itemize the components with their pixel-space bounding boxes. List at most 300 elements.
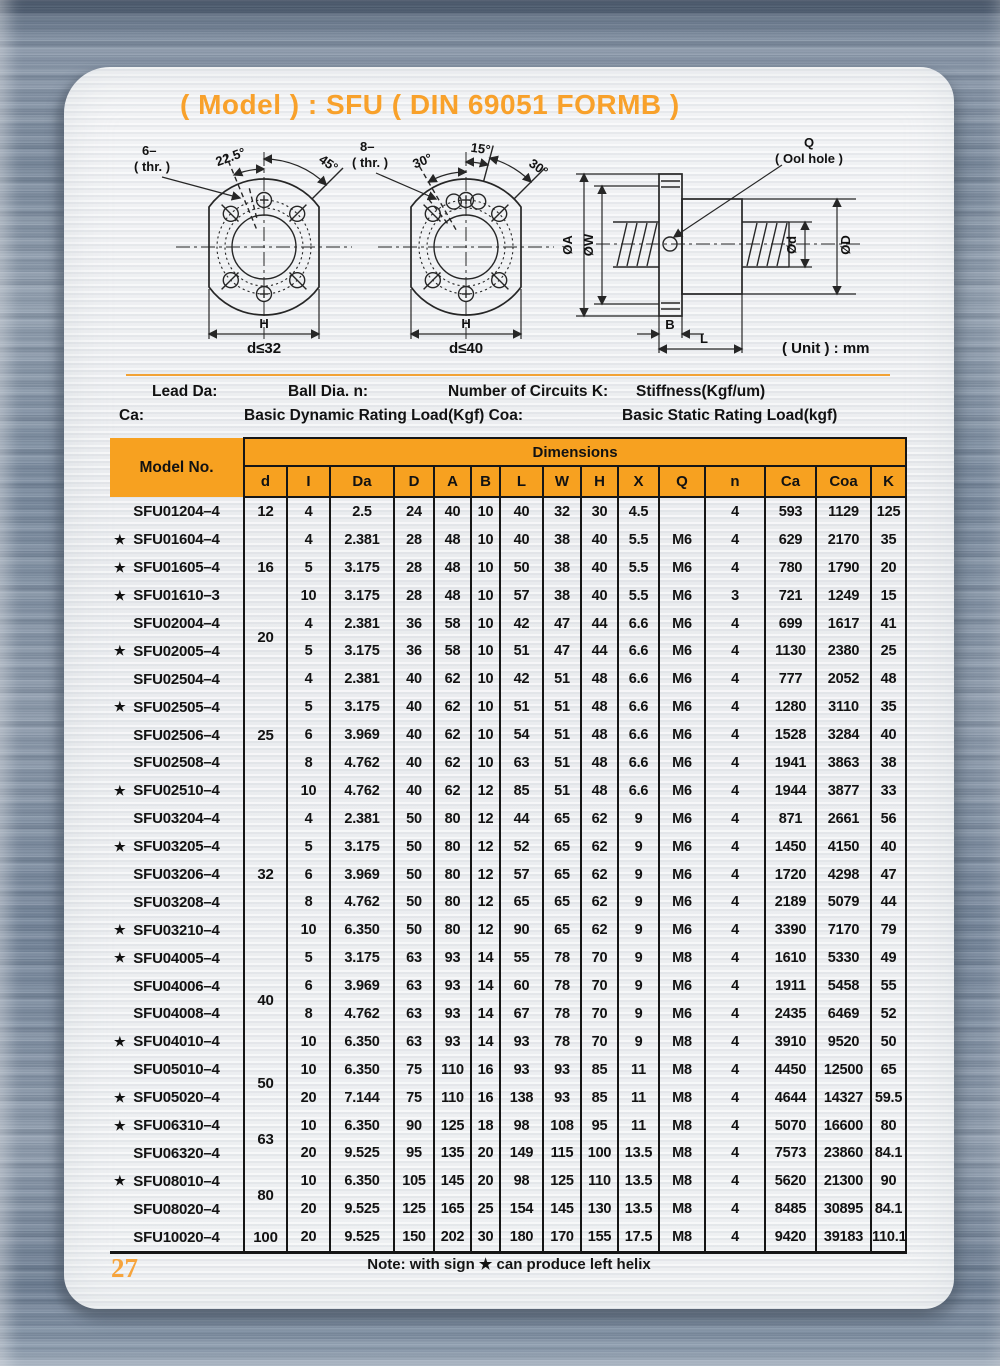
table-cell: 9: [618, 805, 659, 833]
table-row: [110, 693, 906, 721]
table-cell: M6: [659, 610, 705, 638]
table-cell: 11: [618, 1084, 659, 1112]
model-number: SFU08020–4: [133, 1200, 220, 1218]
col-header-D: D: [394, 466, 434, 497]
left-helix-star-icon: ★: [114, 782, 126, 798]
table-row: [110, 526, 906, 554]
table-cell: 7.144: [330, 1084, 394, 1112]
table-cell: 10: [471, 665, 500, 693]
table-cell: 93: [434, 1000, 471, 1028]
table-cell: 154: [500, 1195, 543, 1223]
legend-static-load: Basic Static Rating Load(kgf): [622, 407, 838, 424]
model-number: SFU03206–4: [133, 866, 220, 884]
d-cell: 50: [244, 1056, 287, 1112]
col-header-Da: Da: [330, 466, 394, 497]
table-cell: 8: [287, 888, 330, 916]
table-cell: 110: [581, 1167, 618, 1195]
table-cell: 78: [543, 1000, 581, 1028]
flange-caption: d≤40: [448, 340, 484, 357]
table-cell: 6.6: [618, 749, 659, 777]
model-number: SFU01604–4: [133, 531, 220, 549]
table-cell: 78: [543, 944, 581, 972]
left-helix-star-icon: ★: [114, 559, 126, 575]
table-cell: 62: [434, 665, 471, 693]
model-cell: [110, 1195, 244, 1223]
table-cell: 80: [434, 861, 471, 889]
col-header-X: X: [618, 466, 659, 497]
legend-dynamic-load: Basic Dynamic Rating Load(Kgf) Coa:: [244, 407, 524, 424]
table-row: [110, 1056, 906, 1084]
table-cell: 3.175: [330, 637, 394, 665]
table-cell: M8: [659, 1195, 705, 1223]
table-cell: 62: [581, 833, 618, 861]
table-cell: 130: [581, 1195, 618, 1223]
table-cell: 47: [871, 861, 906, 889]
table-cell: 20: [287, 1195, 330, 1223]
table-cell: 3.969: [330, 721, 394, 749]
table-cell: 4: [287, 526, 330, 554]
table-row: [110, 665, 906, 693]
table-cell: 63: [394, 1000, 434, 1028]
table-cell: 11: [618, 1112, 659, 1140]
table-cell: 30: [471, 1223, 500, 1252]
table-cell: 50: [500, 554, 543, 582]
table-cell: 12: [471, 888, 500, 916]
table-cell: M6: [659, 1000, 705, 1028]
table-cell: 58: [434, 610, 471, 638]
angle-label: 30°: [526, 155, 551, 180]
table-cell: 90: [871, 1167, 906, 1195]
table-cell: 5.5: [618, 554, 659, 582]
table-cell: 4.762: [330, 777, 394, 805]
table-cell: 9: [618, 888, 659, 916]
table-cell: 12: [471, 805, 500, 833]
table-row: [110, 610, 906, 638]
table-cell: 50: [394, 888, 434, 916]
legend-ball-dia: Ball Dia. n:: [288, 383, 369, 400]
thread-callout: 6–: [142, 143, 157, 158]
table-cell: 51: [543, 749, 581, 777]
table-cell: 6.350: [330, 1167, 394, 1195]
table-cell: 38: [543, 554, 581, 582]
table-cell: M8: [659, 1028, 705, 1056]
table-cell: M6: [659, 861, 705, 889]
table-cell: 20: [287, 1139, 330, 1167]
table-cell: 5079: [816, 888, 871, 916]
table-cell: 13.5: [618, 1167, 659, 1195]
table-cell: 145: [543, 1195, 581, 1223]
model-cell: [110, 1028, 244, 1056]
table-row: [110, 1139, 906, 1167]
model-cell: [110, 1000, 244, 1028]
model-number: SFU03208–4: [133, 893, 220, 911]
table-row: [110, 1000, 906, 1028]
table-cell: 9420: [765, 1223, 816, 1252]
table-cell: 8: [287, 749, 330, 777]
table-cell: 40: [500, 497, 543, 526]
model-cell: [110, 833, 244, 861]
table-cell: 62: [581, 805, 618, 833]
table-cell: 42: [500, 665, 543, 693]
table-row: [110, 1028, 906, 1056]
table-cell: 16600: [816, 1112, 871, 1140]
table-row: [110, 749, 906, 777]
table-cell: 16: [471, 1084, 500, 1112]
table-cell: 10: [471, 497, 500, 526]
table-cell: 6.6: [618, 721, 659, 749]
table-cell: 23860: [816, 1139, 871, 1167]
table-cell: 62: [581, 916, 618, 944]
table-cell: 48: [434, 526, 471, 554]
table-cell: 55: [500, 944, 543, 972]
col-header-B: B: [471, 466, 500, 497]
table-row: [110, 554, 906, 582]
model-cell: [110, 582, 244, 610]
model-cell: [110, 665, 244, 693]
table-cell: 48: [581, 693, 618, 721]
flange-front-view-8hole: [378, 140, 554, 357]
table-cell: 10: [287, 582, 330, 610]
angle-label: 45°: [316, 151, 341, 176]
table-cell: 4: [705, 721, 765, 749]
model-number: SFU02506–4: [133, 726, 220, 744]
table-cell: 4: [705, 1139, 765, 1167]
table-cell: 50: [394, 833, 434, 861]
left-helix-star-icon: ★: [114, 1089, 126, 1105]
unit-label: ( Unit ) : mm: [782, 340, 870, 357]
table-cell: 1944: [765, 777, 816, 805]
table-cell: 777: [765, 665, 816, 693]
table-cell: 4.762: [330, 1000, 394, 1028]
table-cell: 93: [543, 1056, 581, 1084]
table-cell: 12: [471, 916, 500, 944]
table-cell: 629: [765, 526, 816, 554]
table-cell: 4: [705, 833, 765, 861]
table-cell: 93: [500, 1028, 543, 1056]
table-cell: 10: [471, 721, 500, 749]
dimensions-header: Dimensions: [244, 438, 906, 466]
table-cell: 6.6: [618, 610, 659, 638]
table-cell: 10: [471, 582, 500, 610]
table-cell: 48: [871, 665, 906, 693]
table-cell: 1911: [765, 972, 816, 1000]
table-cell: 593: [765, 497, 816, 526]
table-cell: 9.525: [330, 1139, 394, 1167]
table-cell: 100: [581, 1139, 618, 1167]
table-cell: 4: [705, 1223, 765, 1252]
table-cell: 780: [765, 554, 816, 582]
table-cell: 4: [287, 805, 330, 833]
model-cell: [110, 610, 244, 638]
table-cell: 40: [500, 526, 543, 554]
model-number: SFU03210–4: [133, 921, 220, 939]
table-cell: 9: [618, 833, 659, 861]
table-cell: 149: [500, 1139, 543, 1167]
table-cell: 51: [500, 637, 543, 665]
col-header-Ca: Ca: [765, 466, 816, 497]
table-cell: 84.1: [871, 1139, 906, 1167]
oil-hole-sublabel: ( Ool hole ): [775, 151, 843, 166]
table-cell: 4: [705, 916, 765, 944]
table-cell: 4: [287, 497, 330, 526]
table-cell: 48: [581, 721, 618, 749]
table-cell: 8: [287, 1000, 330, 1028]
table-cell: 67: [500, 1000, 543, 1028]
table-row: [110, 582, 906, 610]
table-cell: 20: [471, 1167, 500, 1195]
table-cell: 93: [434, 944, 471, 972]
table-cell: M8: [659, 1139, 705, 1167]
table-cell: M6: [659, 582, 705, 610]
table-cell: 62: [434, 777, 471, 805]
table-row: [110, 805, 906, 833]
model-cell: [110, 1167, 244, 1195]
table-cell: 65: [543, 833, 581, 861]
table-cell: 1129: [816, 497, 871, 526]
table-cell: 40: [394, 693, 434, 721]
table-cell: 6: [287, 972, 330, 1000]
table-cell: 60: [500, 972, 543, 1000]
table-cell: 4644: [765, 1084, 816, 1112]
table-cell: 4: [705, 610, 765, 638]
table-cell: 2170: [816, 526, 871, 554]
table-cell: 1528: [765, 721, 816, 749]
table-cell: 3284: [816, 721, 871, 749]
col-header-L: L: [500, 466, 543, 497]
table-cell: 1790: [816, 554, 871, 582]
col-header-I: I: [287, 466, 330, 497]
table-cell: 9: [618, 1028, 659, 1056]
table-cell: 10: [287, 916, 330, 944]
table-cell: 63: [394, 1028, 434, 1056]
table-cell: 2435: [765, 1000, 816, 1028]
table-cell: 65: [543, 888, 581, 916]
table-cell: M6: [659, 637, 705, 665]
model-number: SFU08010–4: [133, 1172, 220, 1190]
table-cell: 62: [434, 693, 471, 721]
model-cell: [110, 721, 244, 749]
table-cell: 9520: [816, 1028, 871, 1056]
table-cell: 50: [394, 805, 434, 833]
table-cell: 5330: [816, 944, 871, 972]
table-cell: 20: [471, 1139, 500, 1167]
table-cell: 65: [543, 861, 581, 889]
model-number: SFU02005–4: [133, 642, 220, 660]
table-cell: 84.1: [871, 1195, 906, 1223]
table-cell: 80: [434, 833, 471, 861]
table-cell: 4: [705, 972, 765, 1000]
table-cell: 4: [705, 749, 765, 777]
table-cell: 33: [871, 777, 906, 805]
table-cell: 48: [581, 665, 618, 693]
table-cell: 70: [581, 944, 618, 972]
table-cell: 52: [871, 1000, 906, 1028]
table-cell: 3.175: [330, 582, 394, 610]
table-cell: 3390: [765, 916, 816, 944]
table-row: [110, 1112, 906, 1140]
model-number: SFU04010–4: [133, 1033, 220, 1051]
model-number: SFU04008–4: [133, 1005, 220, 1023]
table-cell: 10: [471, 749, 500, 777]
table-cell: 75: [394, 1084, 434, 1112]
left-helix-star-icon: ★: [114, 1173, 126, 1189]
table-cell: 48: [581, 777, 618, 805]
table-cell: 138: [500, 1084, 543, 1112]
left-helix-star-icon: ★: [114, 531, 126, 547]
table-cell: 25: [471, 1195, 500, 1223]
table-cell: 125: [394, 1195, 434, 1223]
table-cell: 48: [581, 749, 618, 777]
table-cell: 115: [543, 1139, 581, 1167]
model-cell: [110, 749, 244, 777]
table-cell: 135: [434, 1139, 471, 1167]
table-cell: 4: [705, 526, 765, 554]
table-cell: 59.5: [871, 1084, 906, 1112]
model-number: SFU02505–4: [133, 698, 220, 716]
table-cell: 2.381: [330, 526, 394, 554]
table-body: [110, 497, 906, 1253]
d-cell: 63: [244, 1112, 287, 1168]
table-cell: 41: [871, 610, 906, 638]
model-number: SFU02504–4: [133, 670, 220, 688]
table-cell: 70: [581, 972, 618, 1000]
table-cell: 51: [543, 777, 581, 805]
table-cell: 1610: [765, 944, 816, 972]
table-cell: 28: [394, 582, 434, 610]
table-cell: 9: [618, 944, 659, 972]
legend-stiffness: Stiffness(Kgf/um): [636, 383, 766, 400]
table-cell: 5: [287, 833, 330, 861]
table-cell: 93: [500, 1056, 543, 1084]
model-cell: [110, 972, 244, 1000]
model-cell: [110, 554, 244, 582]
table-cell: 6.6: [618, 637, 659, 665]
table-cell: 17.5: [618, 1223, 659, 1252]
table-cell: 4.5: [618, 497, 659, 526]
table-cell: 47: [543, 637, 581, 665]
table-cell: 95: [394, 1139, 434, 1167]
table-cell: M6: [659, 805, 705, 833]
table-row: [110, 1167, 906, 1195]
model-number: SFU10020–4: [133, 1228, 220, 1246]
table-cell: 12: [471, 833, 500, 861]
table-cell: 9.525: [330, 1195, 394, 1223]
table-cell: 28: [394, 554, 434, 582]
col-header-Coa: Coa: [816, 466, 871, 497]
table-cell: 5.5: [618, 526, 659, 554]
table-cell: 54: [500, 721, 543, 749]
table-header: [110, 438, 906, 497]
d-cell: 16: [244, 526, 287, 610]
table-cell: 6: [287, 721, 330, 749]
table-cell: M8: [659, 1056, 705, 1084]
table-cell: 52: [500, 833, 543, 861]
table-cell: 39183: [816, 1223, 871, 1252]
table-cell: 4: [705, 861, 765, 889]
table-cell: 145: [434, 1167, 471, 1195]
table-cell: 12: [471, 777, 500, 805]
table-cell: 63: [394, 972, 434, 1000]
table-cell: 10: [471, 610, 500, 638]
table-cell: 51: [543, 721, 581, 749]
table-cell: 4: [705, 665, 765, 693]
table-cell: 3.175: [330, 833, 394, 861]
table-cell: 93: [543, 1084, 581, 1112]
table-cell: 35: [871, 526, 906, 554]
model-number: SFU01605–4: [133, 559, 220, 577]
legend-ca: Ca:: [119, 407, 144, 424]
table-cell: 4.762: [330, 888, 394, 916]
table-cell: 5: [287, 637, 330, 665]
table-cell: 55: [871, 972, 906, 1000]
table-cell: 4: [705, 777, 765, 805]
table-cell: 51: [500, 693, 543, 721]
table-cell: 36: [394, 610, 434, 638]
table-cell: 78: [543, 972, 581, 1000]
table-cell: 80: [434, 916, 471, 944]
table-cell: 5620: [765, 1167, 816, 1195]
table-cell: 4: [705, 693, 765, 721]
table-cell: 30895: [816, 1195, 871, 1223]
table-cell: 40: [394, 777, 434, 805]
table-cell: 2.5: [330, 497, 394, 526]
page-title: ( Model ) : SFU ( DIN 69051 FORMB ): [180, 89, 680, 120]
table-cell: 85: [581, 1084, 618, 1112]
table-row: [110, 944, 906, 972]
model-cell: [110, 861, 244, 889]
table-cell: M6: [659, 916, 705, 944]
table-cell: 110: [434, 1056, 471, 1084]
table-cell: 4: [705, 1028, 765, 1056]
table-cell: 25: [871, 637, 906, 665]
table-cell: 4: [705, 1000, 765, 1028]
model-number: SFU05010–4: [133, 1061, 220, 1079]
table-cell: 7170: [816, 916, 871, 944]
table-cell: 5: [287, 693, 330, 721]
table-cell: 3: [705, 582, 765, 610]
table-cell: 10: [287, 1167, 330, 1195]
table-cell: 65: [871, 1056, 906, 1084]
table-cell: 6.350: [330, 1028, 394, 1056]
dia-big-d-label: ØD: [838, 235, 853, 255]
table-cell: 98: [500, 1112, 543, 1140]
table-cell: 4: [287, 665, 330, 693]
d-cell: 100: [244, 1223, 287, 1252]
table-cell: 44: [871, 888, 906, 916]
table-cell: 3110: [816, 693, 871, 721]
table-cell: 10: [471, 526, 500, 554]
thread-callout: ( thr. ): [134, 159, 171, 174]
l-dimension-label: L: [700, 331, 708, 346]
table-cell: 6.350: [330, 1112, 394, 1140]
model-number: SFU03204–4: [133, 810, 220, 828]
table-cell: 125: [434, 1112, 471, 1140]
d-cell: 12: [244, 497, 287, 526]
table-cell: 6.6: [618, 665, 659, 693]
table-cell: 3.175: [330, 554, 394, 582]
table-cell: 98: [500, 1167, 543, 1195]
model-number: SFU03205–4: [133, 838, 220, 856]
model-cell: [110, 888, 244, 916]
col-header-d: d: [244, 466, 287, 497]
table-cell: 1130: [765, 637, 816, 665]
table-cell: 4: [705, 554, 765, 582]
table-cell: 5.5: [618, 582, 659, 610]
table-row: [110, 888, 906, 916]
table-cell: 6.6: [618, 693, 659, 721]
table-cell: 12: [471, 861, 500, 889]
model-number: SFU02004–4: [133, 615, 220, 632]
